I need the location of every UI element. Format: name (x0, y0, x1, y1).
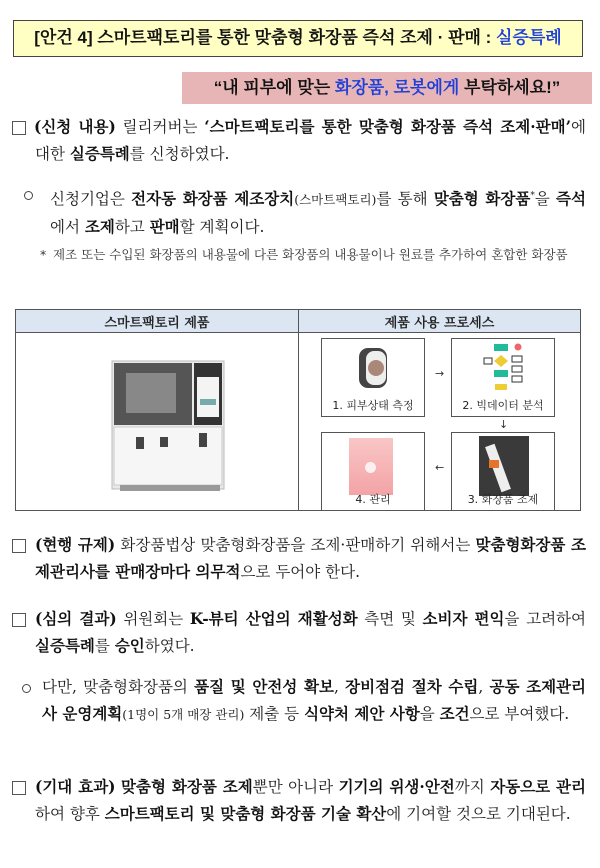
text-segment: 릴리커버는 (115, 118, 205, 136)
bold-text-segment: 실증특례 (35, 635, 95, 655)
arrow-down-icon: ↓ (499, 418, 509, 431)
bold-text-segment: (현행 규제) (35, 535, 116, 554)
bold-text-segment: 기기의 위생·안전 (338, 777, 455, 796)
text-segment: (1명이 5개 매장 관리) (122, 706, 245, 722)
text-segment: 위원회는 (116, 610, 190, 628)
flowchart-icon (482, 342, 526, 396)
process-step-4 (321, 432, 425, 511)
bullet-application-plan (50, 183, 586, 240)
process-step-3 (451, 432, 555, 511)
bold-text-segment: (심의 결과) (35, 609, 117, 628)
text-segment: 뿐만 아니라 (252, 778, 339, 796)
process-step-label: 3. 화장품 조제 (467, 493, 539, 506)
arrow-left-icon: ← (435, 461, 445, 474)
bold-text-segment: 즉석 (556, 189, 586, 209)
bold-text-segment: 맞춤형 화장품 조제 (121, 777, 253, 796)
robot-arm-image (479, 436, 529, 496)
text-segment: 에 대한 (35, 118, 586, 163)
paragraph-review-result (35, 606, 586, 659)
smart-factory-machine-image (104, 355, 230, 495)
checkbox-bullet-icon (12, 121, 26, 135)
app-logo-icon (365, 462, 376, 473)
bold-text-segment: 조제 (84, 216, 115, 236)
text-segment: (스마트팩토리) (294, 192, 377, 208)
bold-text-segment: 장비점검 절차 수립 (345, 677, 479, 696)
paragraph-application (35, 114, 586, 167)
text-segment: 으로 두어야 한다. (240, 562, 361, 581)
arrow-right-icon: → (435, 367, 445, 380)
checkbox-bullet-icon (12, 781, 26, 795)
quote-highlight: 화장품, 로봇에게 (334, 78, 460, 97)
text-segment: 을 (534, 190, 557, 209)
footnote (40, 244, 588, 266)
agenda-title: [안건 4] 스마트팩토리를 통한 맞춤형 화장품 즉석 조제 · 판매 : (34, 28, 497, 47)
circle-bullet-icon (24, 191, 33, 200)
process-step-2 (451, 338, 555, 417)
bold-text-segment: 판매 (149, 216, 180, 236)
agenda-title-highlight: 실증특례 (496, 28, 562, 47)
bold-text-segment: 공동 조제관리사 운영계획 (42, 677, 586, 723)
checkbox-bullet-icon (12, 539, 26, 553)
text-segment: 측면 및 (357, 610, 423, 628)
skin-scanner-icon (356, 345, 390, 391)
table-header-product: 스마트팩토리 제품 (16, 310, 299, 333)
text-segment: 으로 부여했다. (469, 704, 570, 723)
text-segment: 하고 (114, 217, 150, 236)
quote-text: “내 피부에 맞는 (213, 78, 335, 97)
text-segment: 을 고려하여 (504, 610, 586, 628)
text-segment: 에 기여할 것으로 기대된다. (386, 804, 571, 823)
text-segment: , (333, 678, 346, 696)
bold-text-segment: 맞춤형화장품 조제관리사를 판매장마다 의무적 (35, 535, 586, 581)
table-header-process: 제품 사용 프로세스 (299, 310, 581, 333)
text-segment: 할 계획이다. (179, 217, 265, 236)
checkbox-bullet-icon (12, 613, 26, 627)
text-segment: * (530, 191, 535, 201)
agenda-title-box (13, 20, 583, 57)
bold-text-segment: 승인 (114, 635, 145, 655)
paragraph-current-regulation (35, 532, 586, 585)
bold-text-segment: 자동으로 관리 (490, 777, 586, 796)
text-segment: 신청기업은 (50, 190, 132, 209)
process-step-1 (321, 338, 425, 417)
text-segment: 까지 (454, 778, 491, 796)
headline-quote (182, 72, 592, 104)
text-segment: , (478, 678, 490, 696)
text-segment: 다만, 맞춤형화장품의 (42, 678, 195, 696)
bold-text-segment: 소비자 편익 (422, 609, 505, 628)
bold-text-segment: (기대 효과) (35, 777, 116, 796)
process-step-label: 4. 관리 (355, 493, 391, 506)
bold-text-segment: K-뷰티 산업의 재활성화 (189, 609, 358, 628)
bold-text-segment: ‘스마트팩토리를 통한 맞춤형 화장품 즉석 조제·판매’ (204, 117, 571, 136)
process-step-label: 1. 피부상태 측정 (332, 399, 414, 412)
bold-text-segment: 식약처 제안 사항 (304, 703, 420, 723)
circle-bullet-icon (22, 684, 31, 693)
bold-text-segment: 전자동 화장품 제조장치 (131, 189, 295, 209)
bold-text-segment: 품질 및 안전성 확보 (194, 677, 334, 696)
bullet-conditions (42, 674, 586, 728)
text-segment: 하였다. (144, 636, 195, 655)
bold-text-segment: (신청 내용) (34, 117, 116, 136)
text-segment: 화장품법상 맞춤형화장품을 조제·판매하기 위해서는 (115, 536, 476, 554)
footnote-marker: * (40, 247, 47, 262)
paragraph-expected-effect (35, 774, 586, 827)
text-segment: 을 (419, 704, 440, 723)
bold-text-segment: 맞춤형 화장품 (433, 189, 531, 209)
process-step-label: 2. 빅데이터 분석 (462, 399, 544, 412)
product-image-cell (16, 333, 299, 511)
quote-text-end: 부탁하세요!” (459, 78, 561, 97)
text-segment: 에서 (50, 217, 85, 236)
text-segment: 를 (94, 636, 115, 655)
text-segment: 를 신청하였다. (129, 144, 230, 163)
text-segment: 제출 등 (244, 704, 305, 723)
product-table (15, 309, 581, 511)
bold-text-segment: 스마트팩토리 및 맞춤형 화장품 기술 확산 (104, 803, 387, 823)
app-screen-image (349, 438, 393, 495)
process-cell (299, 333, 581, 511)
bold-text-segment: 조건 (439, 703, 470, 723)
footnote-text: 제조 또는 수입된 화장품의 내용물에 다른 화장품의 내용물이나 원료를 추가하여 혼합한 화장품 (53, 247, 568, 262)
text-segment: 하여 향후 (35, 804, 105, 823)
bold-text-segment: 실증특례 (69, 143, 130, 163)
text-segment: 를 통해 (376, 190, 434, 209)
